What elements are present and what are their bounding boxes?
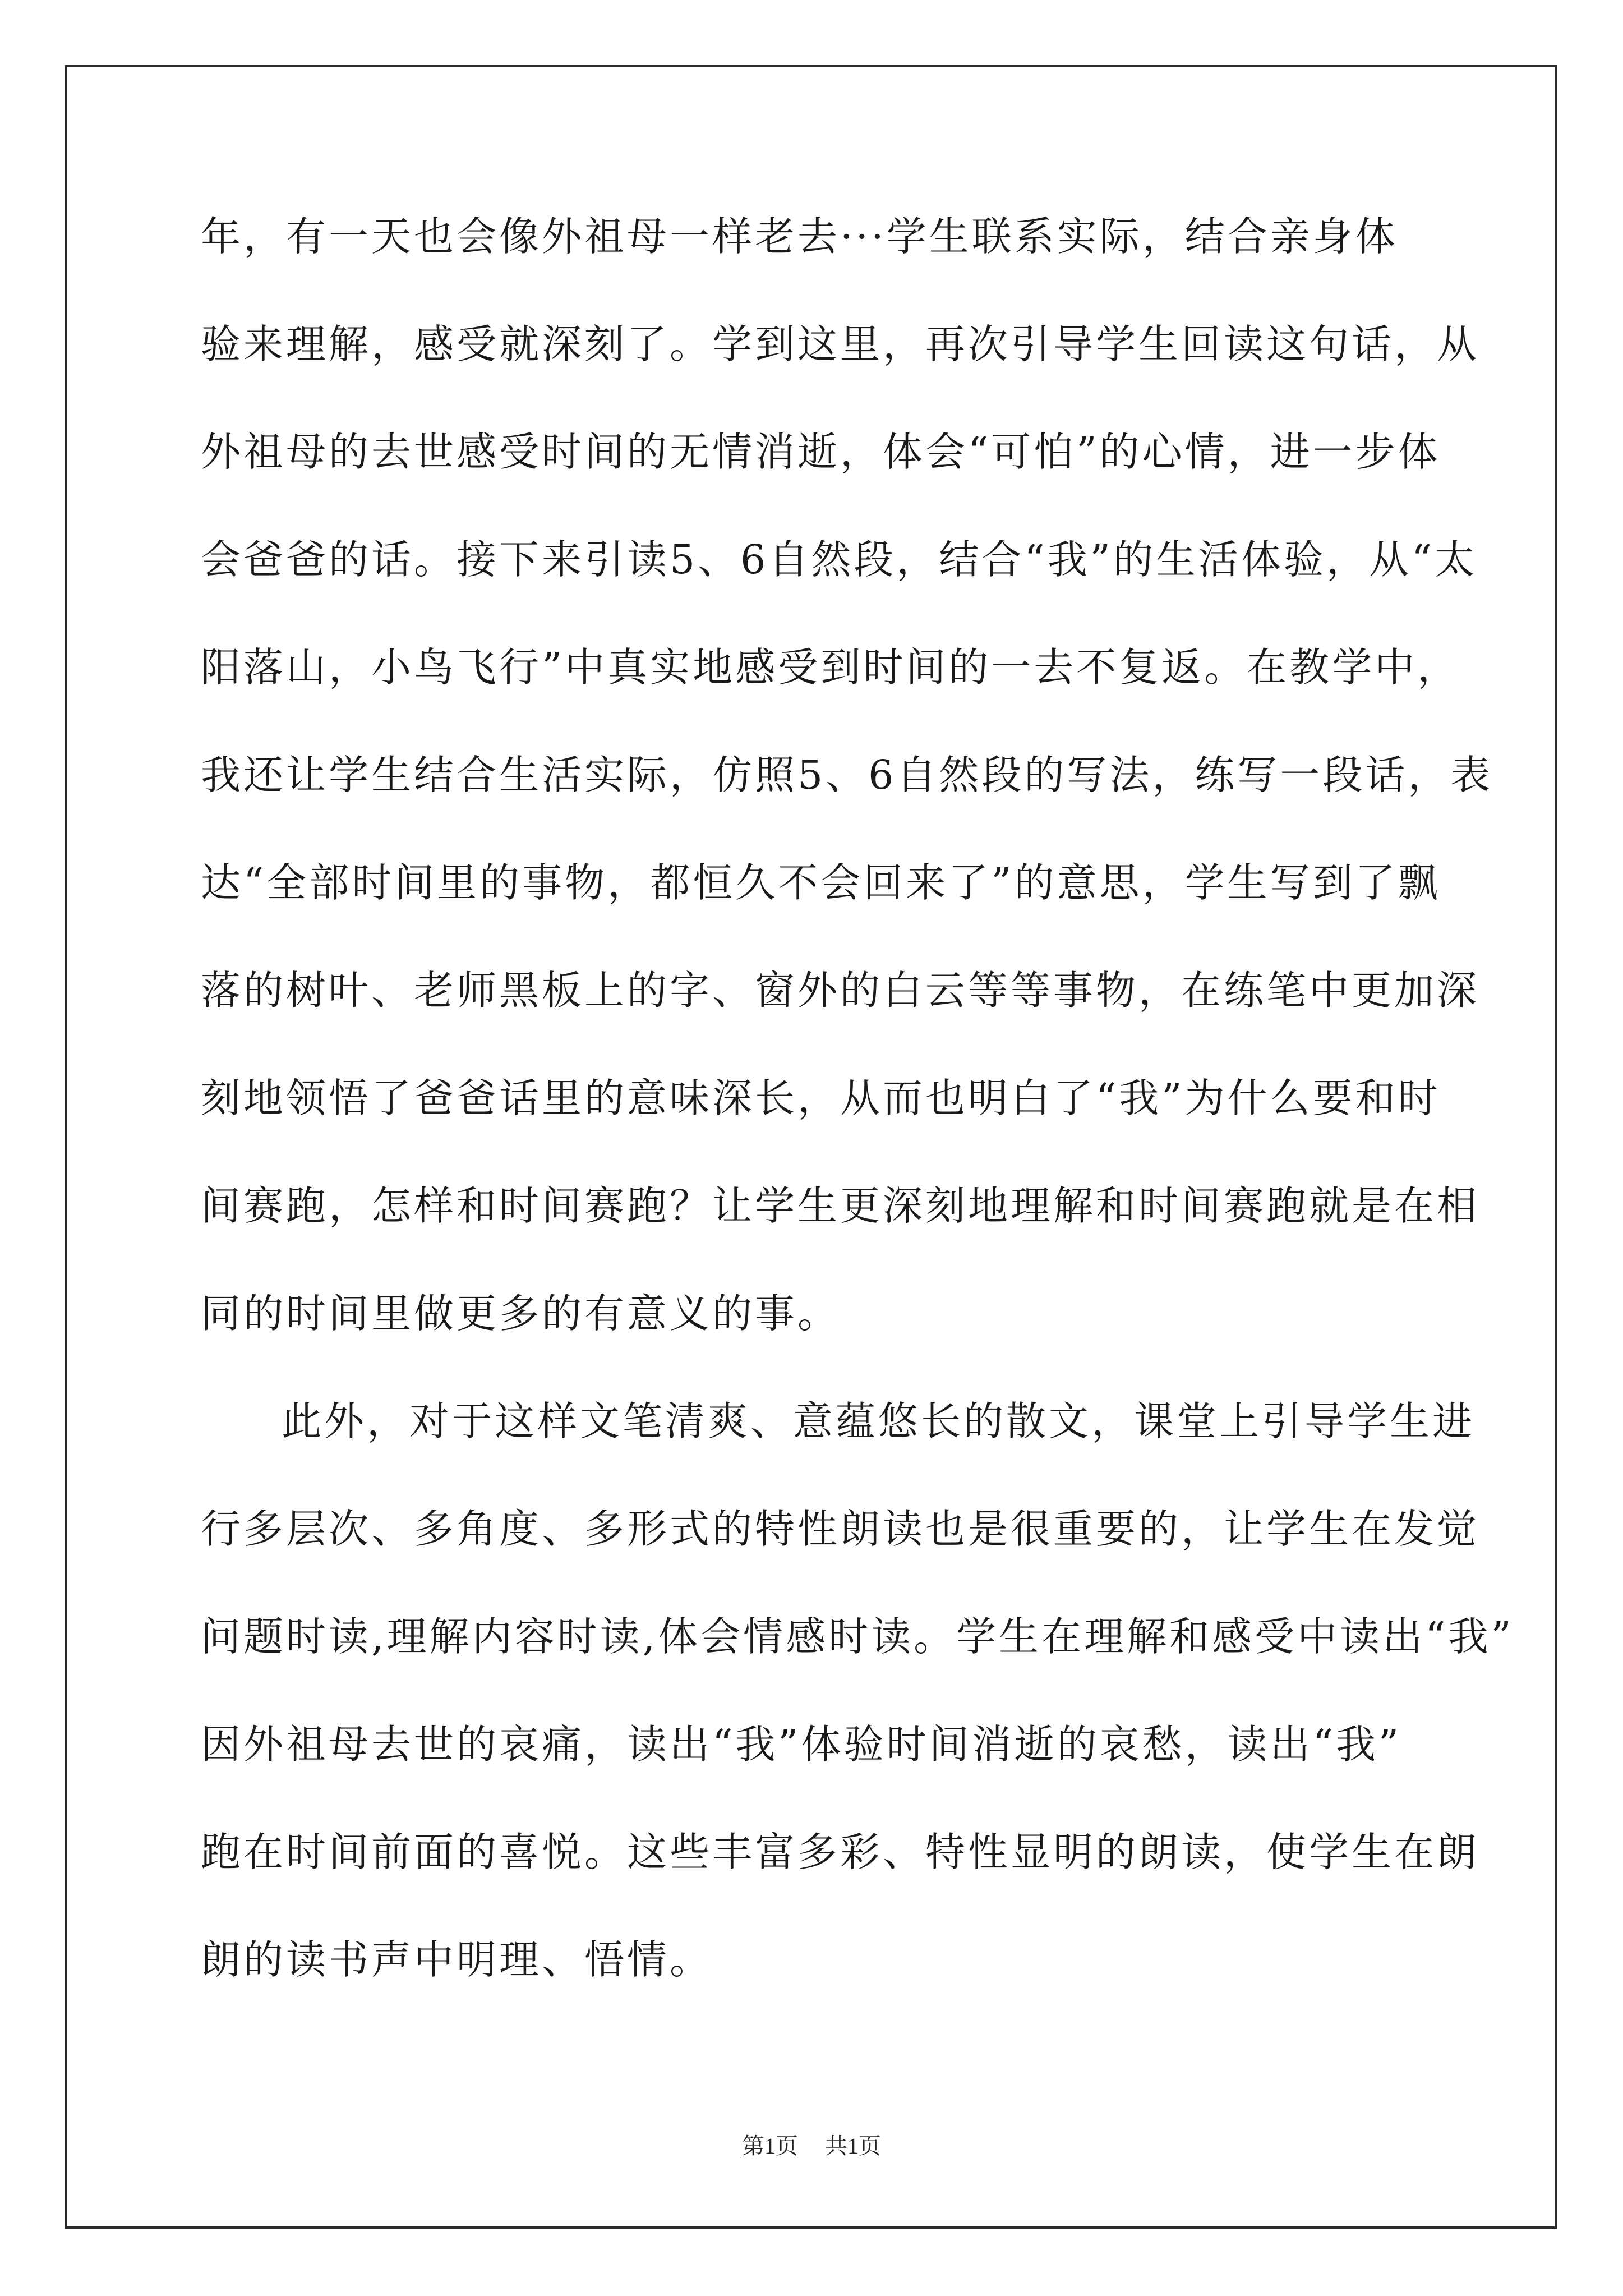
text-line: 会爸爸的话。接下来引读5、6自然段，结合“我”的生活体验，从“太 — [201, 536, 1478, 583]
page-number: 第1页 — [742, 2133, 798, 2159]
text-line: 因外祖母去世的哀痛，读出“我”体验时间消逝的哀愁，读出“我” — [201, 1721, 1402, 1768]
text-line: 间赛跑，怎样和时间赛跑？让学生更深刻地理解和时间赛跑就是在相 — [201, 1182, 1480, 1229]
paragraph-2 — [201, 1393, 1514, 2040]
page-footer — [0, 2132, 1623, 2160]
paragraph-1 — [201, 209, 1493, 1393]
text-line: 刻地领悟了爸爸话里的意味深长，从而也明白了“我”为什么要和时 — [201, 1075, 1441, 1121]
text-line: 阳落山，小鸟飞行”中真实地感受到时间的一去不复返。在教学中， — [201, 644, 1460, 691]
text-line: 此外，对于这样文笔清爽、意蕴悠长的散文，课堂上引导学生进 — [282, 1398, 1476, 1444]
text-line: 验来理解，感受就深刻了。学到这里，再次引导学生回读这句话，从 — [201, 321, 1480, 367]
text-line: 我还让学生结合生活实际，仿照5、6自然段的写法，练写一段话，表 — [201, 752, 1493, 798]
text-line: 落的树叶、老师黑板上的字、窗外的白云等等事物，在练笔中更加深 — [201, 967, 1480, 1014]
text-line: 年，有一天也会像外祖母一样老去···学生联系实际，结合亲身体 — [201, 213, 1398, 260]
document-body — [201, 209, 1514, 2040]
text-line: 同的时间里做更多的有意义的事。 — [201, 1290, 841, 1337]
text-line: 朗的读书声中明理、悟情。 — [201, 1936, 713, 1983]
text-line: 行多层次、多角度、多形式的特性朗读也是很重要的，让学生在发觉 — [201, 1506, 1480, 1552]
text-line: 跑在时间前面的喜悦。这些丰富多彩、特性显明的朗读，使学生在朗 — [201, 1829, 1480, 1875]
text-line: 问题时读,理解内容时读,体会情感时读。学生在理解和感受中读出“我” — [201, 1613, 1514, 1660]
page-total: 共1页 — [825, 2133, 881, 2159]
text-line: 外祖母的去世感受时间的无情消逝，体会“可怕”的心情，进一步体 — [201, 429, 1441, 475]
text-line: 达“全部时间里的事物，都恒久不会回来了”的意思，学生写到了飘 — [201, 859, 1441, 906]
